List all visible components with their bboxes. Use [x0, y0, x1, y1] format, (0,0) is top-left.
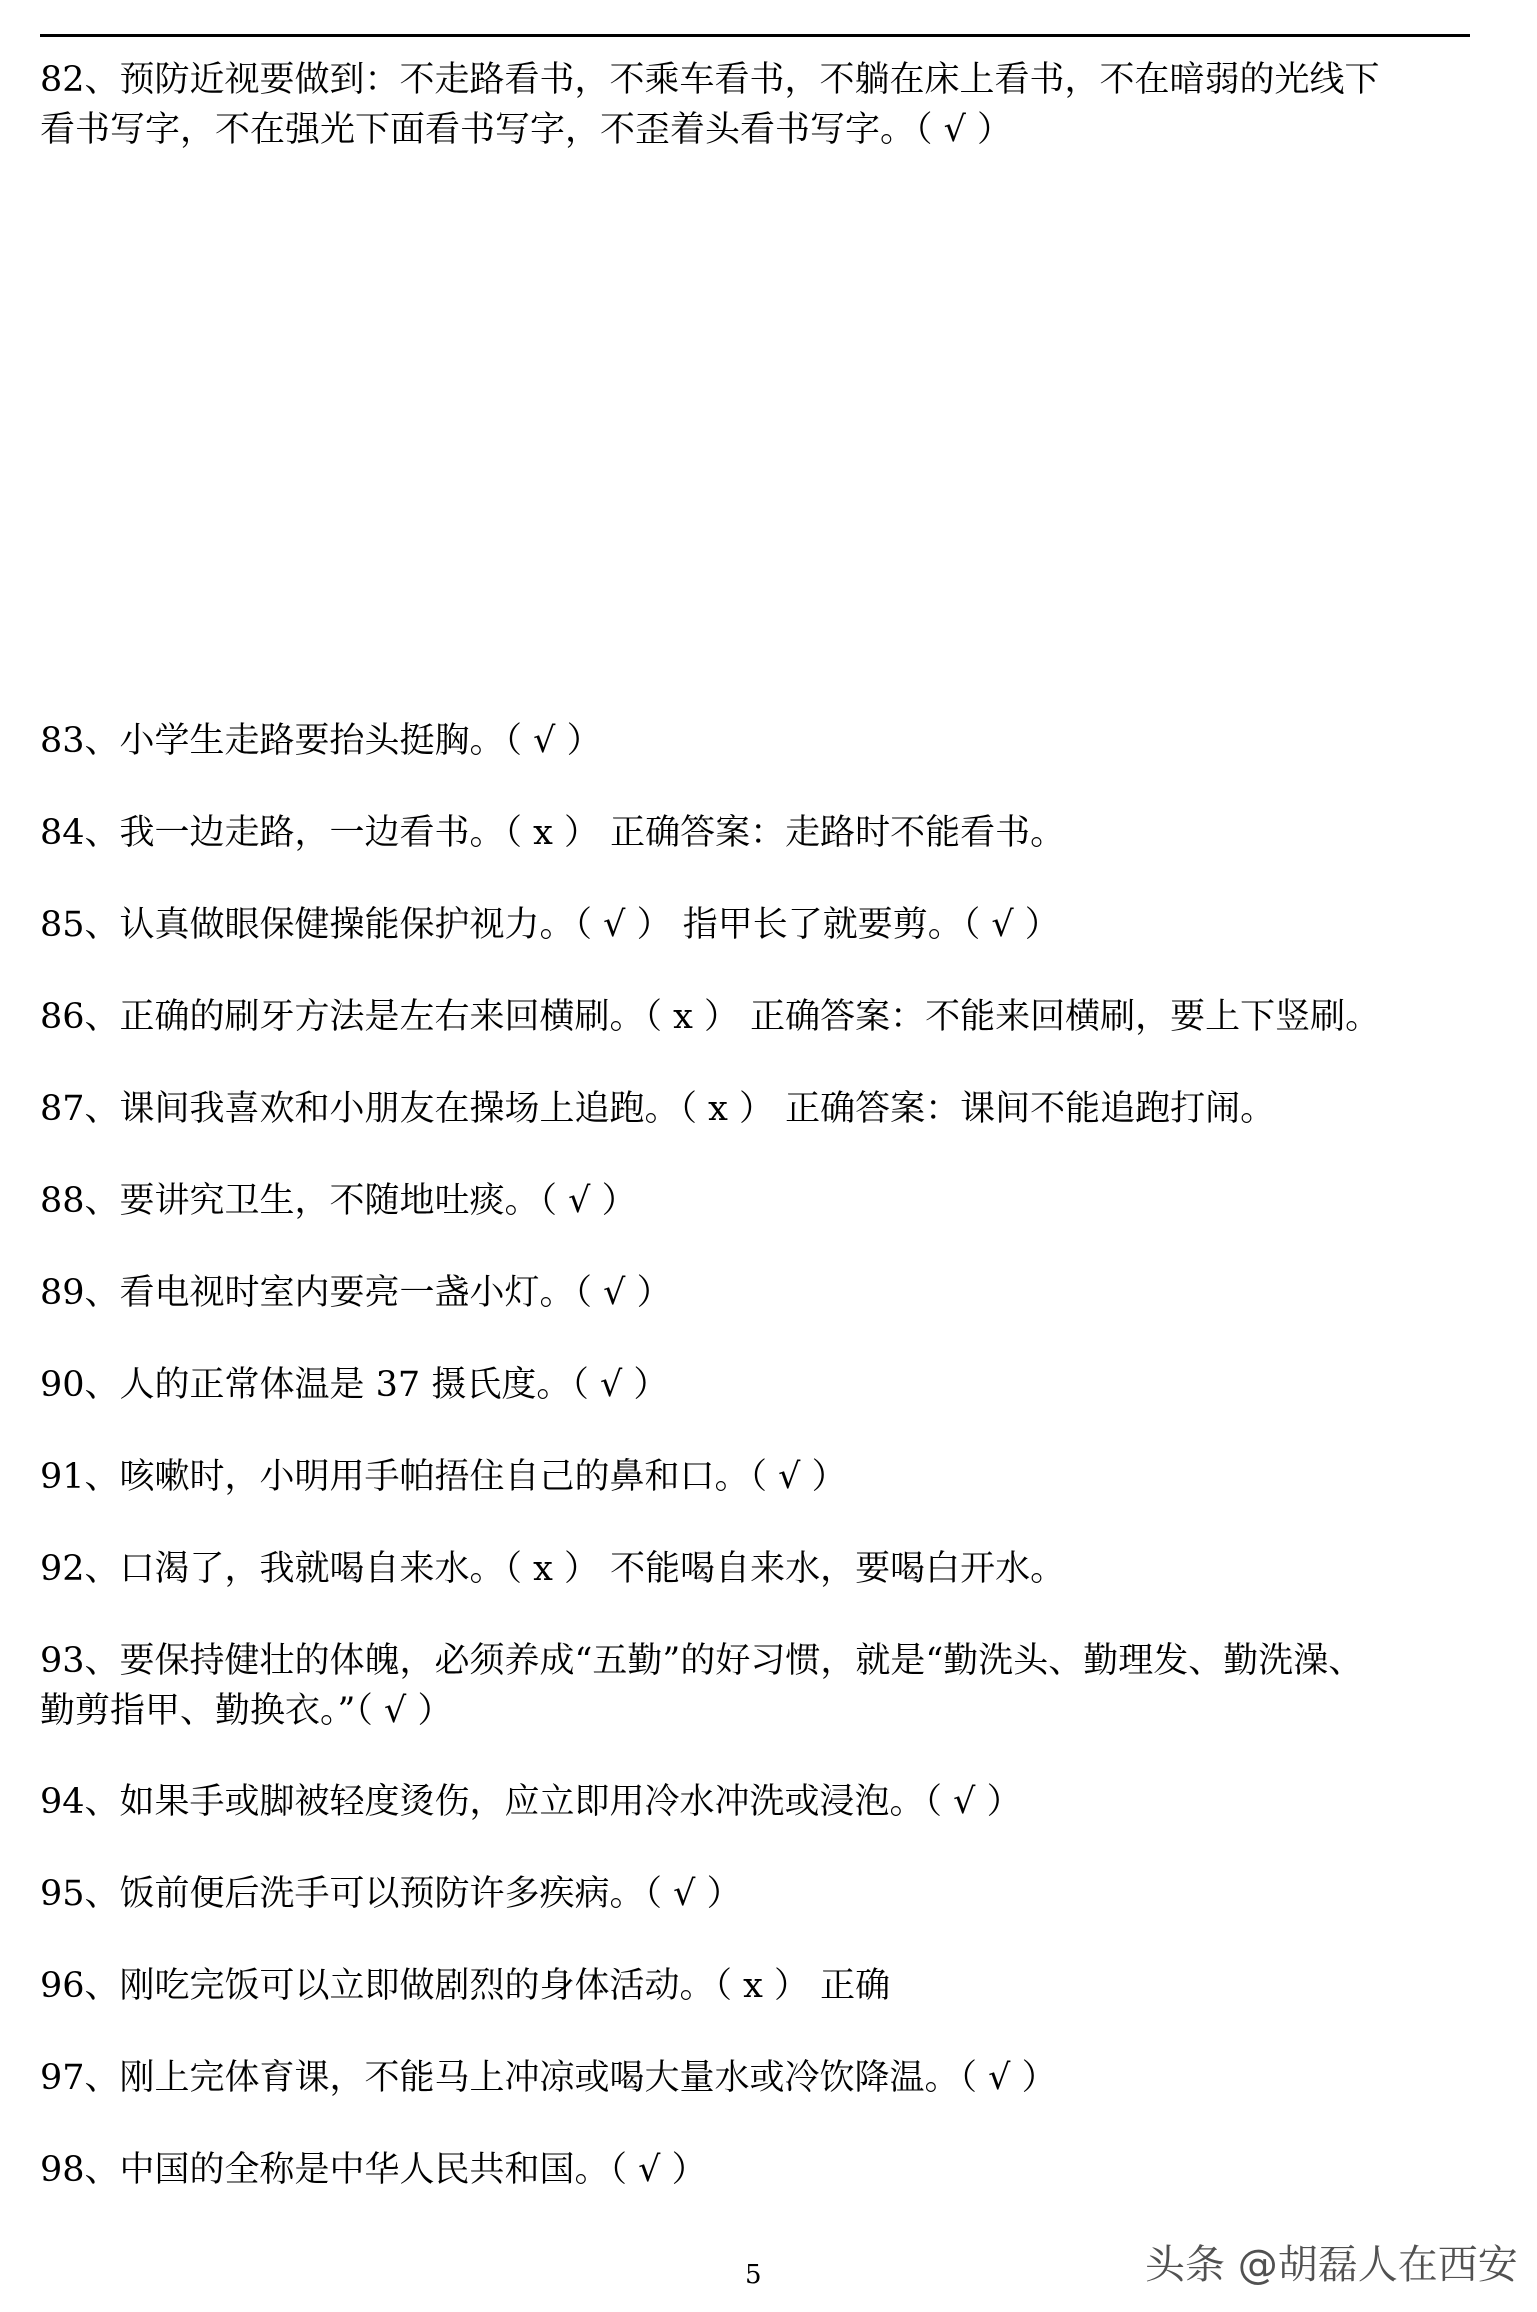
- question-82-line-1: 82、预防近视要做到：不走路看书，不乘车看书，不躺在床上看书，不在暗弱的光线下: [40, 60, 1380, 100]
- question-82-line-2: 看书写字，不在强光下面看书写字，不歪着头看书写字。（ √ ）: [40, 110, 1013, 150]
- question-90: 90、人的正常体温是 37 摄氏度。（ √ ）: [40, 1365, 669, 1405]
- question-98: 98、中国的全称是中华人民共和国。（ √ ）: [40, 2150, 707, 2190]
- watermark: 头条 @胡磊人在西安: [1145, 2242, 1518, 2288]
- question-95: 95、饭前便后洗手可以预防许多疾病。（ √ ）: [40, 1874, 742, 1914]
- question-92: 92、口渴了，我就喝自来水。（ x ） 不能喝自来水，要喝白开水。: [40, 1549, 1066, 1589]
- page-number: 5: [745, 2260, 762, 2290]
- question-93-line-2: 勤剪指甲、勤换衣。”（ √ ）: [40, 1691, 453, 1731]
- question-93: [40, 1636, 1480, 1736]
- question-88: 88、要讲究卫生，不随地吐痰。（ √ ）: [40, 1181, 637, 1221]
- question-83: 83、小学生走路要抬头挺胸。（ √ ）: [40, 721, 602, 761]
- question-96: 96、刚吃完饭可以立即做剧烈的身体活动。（ x ） 正确: [40, 1966, 891, 2006]
- question-82: [40, 55, 1480, 155]
- question-86: 86、正确的刷牙方法是左右来回横刷。（ x ） 正确答案：不能来回横刷，要上下竖刷。: [40, 997, 1381, 1037]
- question-97: 97、刚上完体育课，不能马上冲凉或喝大量水或冷饮降温。（ √ ）: [40, 2058, 1057, 2098]
- question-94: 94、如果手或脚被轻度烫伤，应立即用冷水冲洗或浸泡。（ √ ）: [40, 1782, 1022, 1822]
- question-89: 89、看电视时室内要亮一盏小灯。（ √ ）: [40, 1273, 672, 1313]
- question-85: 85、认真做眼保健操能保护视力。（ √ ） 指甲长了就要剪。（ √ ）: [40, 905, 1060, 945]
- question-91: 91、咳嗽时，小明用手帕捂住自己的鼻和口。（ √ ）: [40, 1457, 847, 1497]
- question-87: 87、课间我喜欢和小朋友在操场上追跑。（ x ） 正确答案：课间不能追跑打闹。: [40, 1089, 1276, 1129]
- header-rule: [40, 34, 1470, 37]
- question-84: 84、我一边走路，一边看书。（ x ） 正确答案：走路时不能看书。: [40, 813, 1066, 853]
- question-93-line-1: 93、要保持健壮的体魄，必须养成“五勤”的好习惯，就是“勤洗头、勤理发、勤洗澡、: [40, 1641, 1364, 1681]
